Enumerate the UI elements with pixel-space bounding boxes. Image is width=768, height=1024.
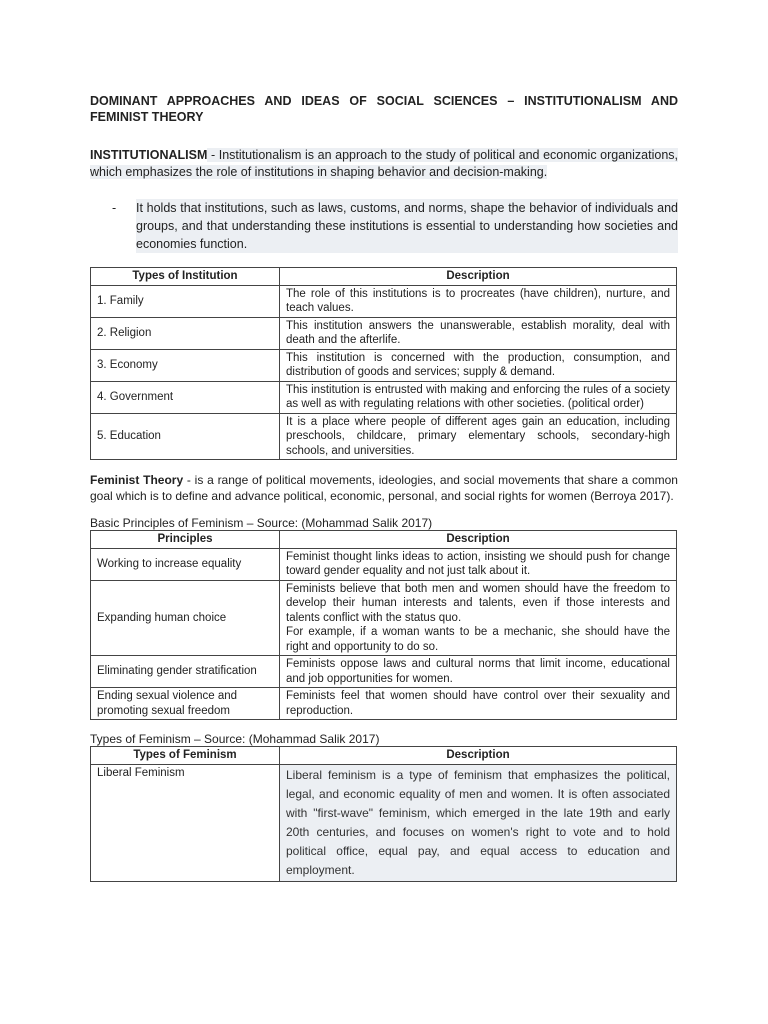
table-row — [91, 349, 677, 381]
principle-name: Ending sexual violence and promoting sexual freedom — [91, 688, 280, 720]
institutionalism-definition: - Institutionalism is an approach to the study of political and economic organizations, which emphasizes the role of institutions in shaping behavior and decision-making. — [90, 148, 678, 179]
principle-description-line: Feminists believe that both men and women should have the freedom to develop their human interests and talents, even if those interests and talents conflict with the status quo. — [286, 582, 670, 624]
bullet-text: It holds that institutions, such as laws, customs, and norms, shape the behavior of individuals and groups, and that understanding these institutions is essential to understanding how societies and economies function. — [136, 201, 678, 251]
institution-type: 3. Economy — [91, 349, 280, 381]
table-row — [91, 656, 677, 688]
institution-type: 4. Government — [91, 381, 280, 413]
bullet-marker: - — [112, 201, 117, 215]
feminist-theory-definition: - is a range of political movements, ideologies, and social movements that share a common goal which is to define and advance political, economic, personal, and social rights for women (Berroya 2017). — [90, 473, 678, 503]
table-row — [91, 317, 677, 349]
institution-description: This institution is entrusted with making and enforcing the rules of a society as well as with regulating relations with other societies. (political order) — [280, 381, 677, 413]
document-page — [90, 93, 678, 882]
table-row — [91, 381, 677, 413]
principle-name: Expanding human choice — [91, 580, 280, 656]
principle-name: Eliminating gender stratification — [91, 656, 280, 688]
principle-description: Feminist thought links ideas to action, insisting we should push for change toward gender equality and not just talk about it. — [280, 548, 677, 580]
table-header-row — [91, 531, 677, 549]
column-header: Principles — [91, 531, 280, 549]
institution-description: The role of this institutions is to procreates (have children), nurture, and teach values. — [280, 285, 677, 317]
principle-name: Working to increase equality — [91, 548, 280, 580]
table-row — [91, 413, 677, 460]
table-row — [91, 688, 677, 720]
column-header: Types of Feminism — [91, 747, 280, 765]
institution-type: 1. Family — [91, 285, 280, 317]
column-header: Description — [280, 747, 677, 765]
table-row — [91, 764, 677, 881]
principles-table — [90, 530, 677, 720]
institution-description: This institution is concerned with the production, consumption, and distribution of goods and services; supply & demand. — [280, 349, 677, 381]
document-heading: DOMINANT APPROACHES AND IDEAS OF SOCIAL SCIENCES – INSTITUTIONALISM AND FEMINIST THEORY — [90, 94, 678, 124]
table-header-row — [91, 747, 677, 765]
institutionalism-term: INSTITUTIONALISM — [90, 148, 208, 162]
feminism-types-table — [90, 746, 677, 882]
principle-description — [280, 580, 677, 656]
institutionalism-intro — [90, 147, 678, 181]
institution-type: 2. Religion — [91, 317, 280, 349]
column-header: Description — [280, 531, 677, 549]
institutionalism-bullet — [90, 199, 678, 253]
feminist-theory-term: Feminist Theory — [90, 473, 184, 487]
principle-description-example: For example, if a woman wants to be a mechanic, she should have the right and opportunity to do so. — [286, 626, 670, 653]
institution-description: It is a place where people of different ages gain an education, including preschools, childcare, primary elementary schools, secondary-high schools, and universities. — [280, 413, 677, 460]
column-header: Types of Institution — [91, 268, 280, 286]
table-header-row — [91, 268, 677, 286]
feminism-type: Liberal Feminism — [91, 764, 280, 881]
table-row — [91, 580, 677, 656]
institution-description: This institution answers the unanswerable, establish morality, deal with death and the afterlife. — [280, 317, 677, 349]
feminist-theory-paragraph — [90, 472, 678, 504]
principle-description: Feminists feel that women should have control over their sexuality and reproduction. — [280, 688, 677, 720]
principles-caption: Basic Principles of Feminism – Source: (Mohammad Salik 2017) — [90, 516, 433, 530]
types-caption: Types of Feminism – Source: (Mohammad Salik 2017) — [90, 732, 380, 746]
feminism-type-description: Liberal feminism is a type of feminism that emphasizes the political, legal, and economic equality of men and women. It is often associated with "first-wave" feminism, which emerged in the late 19th and early 20th centuries, and focuses on women's right to vote and to hold political office, equal pay, and equal access to education and employment. — [280, 764, 677, 881]
institutions-table — [90, 267, 677, 460]
institution-type: 5. Education — [91, 413, 280, 460]
column-header: Description — [280, 268, 677, 286]
table-row — [91, 548, 677, 580]
principle-description: Feminists oppose laws and cultural norms that limit income, educational and job opportunities for women. — [280, 656, 677, 688]
table-row — [91, 285, 677, 317]
